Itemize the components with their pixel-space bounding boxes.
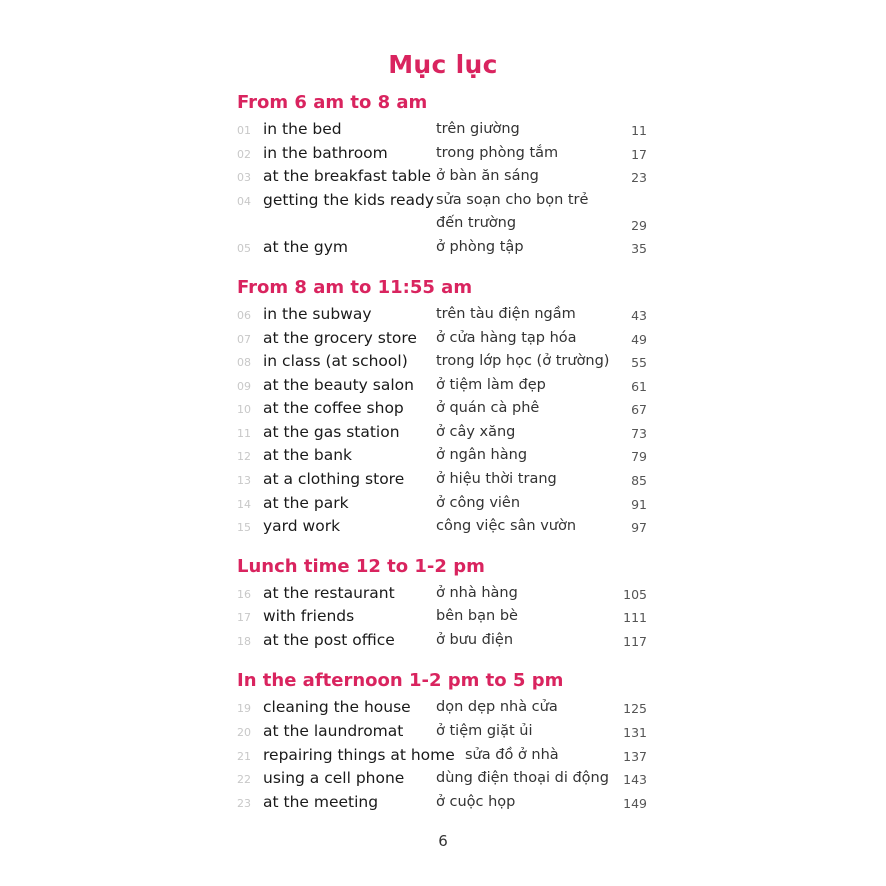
entry-vietnamese: ở bàn ăn sáng <box>436 168 539 184</box>
entry-english: getting the kids ready <box>263 191 434 209</box>
entry-number: 19 <box>237 702 251 715</box>
entry-english: at a clothing store <box>263 470 405 488</box>
entry-number: 16 <box>237 588 251 601</box>
entry-number: 14 <box>237 498 251 511</box>
entry-vietnamese: bên bạn bè <box>436 608 518 624</box>
entry-english: yard work <box>263 517 341 535</box>
entry-english: at the park <box>263 494 349 512</box>
entry-page: 43 <box>631 308 647 323</box>
entry-vietnamese: trên tàu điện ngầm <box>436 306 576 322</box>
entry-english: at the laundromat <box>263 722 404 740</box>
toc-entry[interactable] <box>237 631 647 655</box>
entry-english: at the post office <box>263 631 395 649</box>
toc-entry[interactable] <box>237 120 647 144</box>
entry-number: 04 <box>237 195 251 208</box>
entry-english: at the gas station <box>263 423 400 441</box>
entry-page: 137 <box>623 749 647 764</box>
entry-vietnamese: ở tiệm làm đẹp <box>436 377 546 393</box>
entry-number: 09 <box>237 380 251 393</box>
entry-vietnamese: trong lớp học (ở trường) <box>436 353 610 369</box>
entry-page: 55 <box>631 355 647 370</box>
entry-english: with friends <box>263 607 355 625</box>
entry-english: at the beauty salon <box>263 376 414 394</box>
entry-vietnamese: sửa đồ ở nhà <box>465 747 559 763</box>
entry-page: 29 <box>631 218 647 233</box>
entry-english: using a cell phone <box>263 769 405 787</box>
entry-vietnamese: ở phòng tập <box>436 239 524 255</box>
entry-english: at the bank <box>263 446 353 464</box>
entry-page: 111 <box>623 610 647 625</box>
entry-number: 10 <box>237 403 251 416</box>
entry-vietnamese: ở tiệm giặt ủi <box>436 723 533 739</box>
entry-number: 15 <box>237 521 251 534</box>
entry-vietnamese: ở nhà hàng <box>436 585 518 601</box>
entry-number: 01 <box>237 124 251 137</box>
toc-entry[interactable] <box>237 698 647 722</box>
entry-vietnamese: dọn dẹp nhà cửa <box>436 699 558 715</box>
entry-page: 91 <box>631 497 647 512</box>
entry-page: 131 <box>623 725 647 740</box>
toc-entry[interactable] <box>237 584 647 608</box>
entry-page: 79 <box>631 449 647 464</box>
section-heading: In the afternoon 1-2 pm to 5 pm <box>237 670 564 691</box>
entry-page: 49 <box>631 332 647 347</box>
entry-vietnamese: ở công viên <box>436 495 521 511</box>
entry-vietnamese: ở cây xăng <box>436 424 516 440</box>
entry-number: 06 <box>237 309 251 322</box>
entry-page: 67 <box>631 402 647 417</box>
entry-english: in the bathroom <box>263 144 388 162</box>
entry-page: 125 <box>623 701 647 716</box>
entry-vietnamese-cont: đến trường <box>436 215 517 231</box>
entry-english: repairing things at home <box>263 746 455 764</box>
entry-page: 35 <box>631 241 647 256</box>
entry-number: 03 <box>237 171 251 184</box>
toc-entry[interactable] <box>237 607 647 631</box>
toc-entry[interactable] <box>237 769 647 793</box>
entry-number: 11 <box>237 427 251 440</box>
entry-page: 61 <box>631 379 647 394</box>
toc-entry[interactable] <box>237 238 647 262</box>
entry-number: 07 <box>237 333 251 346</box>
toc-entry[interactable] <box>237 352 647 376</box>
entry-english: in class (at school) <box>263 352 408 370</box>
toc-entry[interactable] <box>237 470 647 494</box>
entry-vietnamese: ở bưu điện <box>436 632 514 648</box>
entry-english: at the meeting <box>263 793 379 811</box>
entry-number: 12 <box>237 450 251 463</box>
entry-english: at the grocery store <box>263 329 417 347</box>
entry-number: 22 <box>237 773 251 786</box>
toc-entry[interactable] <box>237 446 647 470</box>
entry-english: at the coffee shop <box>263 399 404 417</box>
entry-vietnamese: sửa soạn cho bọn trẻ <box>436 192 589 208</box>
entry-vietnamese: trên giường <box>436 121 520 137</box>
page-title: Mục lục <box>388 50 498 79</box>
entry-page: 117 <box>623 634 647 649</box>
entry-page: 97 <box>631 520 647 535</box>
entry-number: 17 <box>237 611 251 624</box>
entry-vietnamese: trong phòng tắm <box>436 145 559 161</box>
entry-english: in the subway <box>263 305 372 323</box>
section-heading: From 8 am to 11:55 am <box>237 277 473 298</box>
entry-page: 11 <box>631 123 647 138</box>
toc-entry[interactable] <box>237 793 647 817</box>
entry-page: 143 <box>623 772 647 787</box>
entry-page: 149 <box>623 796 647 811</box>
entry-number: 13 <box>237 474 251 487</box>
toc-entry[interactable] <box>237 144 647 168</box>
entry-vietnamese: dùng điện thoại di động <box>436 770 609 786</box>
entry-number: 05 <box>237 242 251 255</box>
entry-number: 08 <box>237 356 251 369</box>
toc-entry[interactable] <box>237 399 647 423</box>
entry-number: 20 <box>237 726 251 739</box>
entry-page: 73 <box>631 426 647 441</box>
entry-page: 85 <box>631 473 647 488</box>
entry-number: 23 <box>237 797 251 810</box>
toc-entry[interactable] <box>237 376 647 400</box>
toc-entry[interactable] <box>237 746 647 770</box>
entry-vietnamese: ở hiệu thời trang <box>436 471 557 487</box>
toc-entry[interactable] <box>237 722 647 746</box>
toc-entry[interactable] <box>237 305 647 329</box>
entry-vietnamese: ở cuộc họp <box>436 794 516 810</box>
toc-entry[interactable] <box>237 329 647 353</box>
entry-english: at the breakfast table <box>263 167 432 185</box>
entry-number: 21 <box>237 750 251 763</box>
entry-vietnamese: công việc sân vườn <box>436 518 577 534</box>
entry-number: 02 <box>237 148 251 161</box>
toc-entry[interactable] <box>237 423 647 447</box>
entry-vietnamese: ở quán cà phê <box>436 400 540 416</box>
section-heading: Lunch time 12 to 1-2 pm <box>237 556 485 577</box>
section-heading: From 6 am to 8 am <box>237 92 428 113</box>
toc-entry[interactable] <box>237 517 647 541</box>
entry-page: 105 <box>623 587 647 602</box>
toc-entry[interactable] <box>237 494 647 518</box>
toc-entry[interactable] <box>237 191 647 239</box>
entry-english: at the restaurant <box>263 584 395 602</box>
entry-english: at the gym <box>263 238 348 256</box>
book-page <box>200 0 686 886</box>
entry-english: in the bed <box>263 120 342 138</box>
entry-page: 23 <box>631 170 647 185</box>
page-number: 6 <box>438 832 448 850</box>
entry-vietnamese: ở ngân hàng <box>436 447 528 463</box>
entry-page: 17 <box>631 147 647 162</box>
entry-english: cleaning the house <box>263 698 411 716</box>
toc-entry[interactable] <box>237 167 647 191</box>
entry-number: 18 <box>237 635 251 648</box>
entry-vietnamese: ở cửa hàng tạp hóa <box>436 330 577 346</box>
